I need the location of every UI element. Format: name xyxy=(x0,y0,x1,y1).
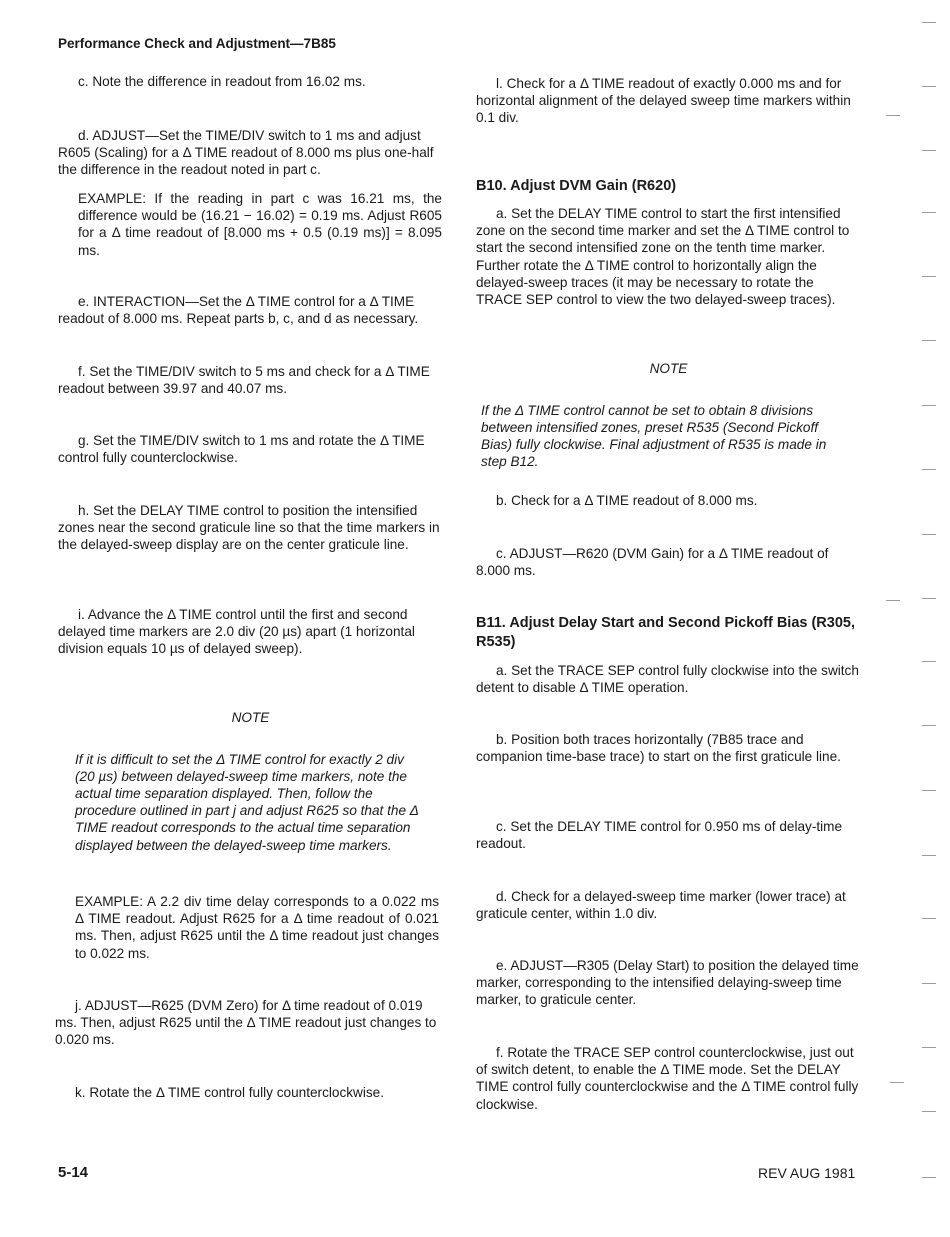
step-h: h. Set the DELAY TIME control to position the intensified zones near the second graticule line so that the time markers in the delayed-sweep display are on the center graticule line. xyxy=(58,503,440,553)
page-header: Performance Check and Adjustment—7B85 xyxy=(58,36,336,51)
step-e: e. INTERACTION—Set the Δ TIME control for a Δ TIME readout of 8.000 ms. Repeat parts b, c, and d as necessary. xyxy=(58,294,419,327)
b10-step-a: a. Set the DELAY TIME control to start the first intensified zone on the second time marker and set the Δ TIME control to start the second intensified zone on the tenth time marker. Further rotate the Δ TIME control to horizontally align the delayed-sweep traces (it may be necessary to rotate the TRACE SEP control to view the two delayed-sweep traces). xyxy=(476,206,850,308)
step-j: j. ADJUST—R625 (DVM Zero) for Δ time readout of 0.019 ms. Then, adjust R625 until the Δ TIME readout just changes to 0.020 ms. xyxy=(55,998,437,1048)
example-1: EXAMPLE: If the reading in part c was 16.21 ms, the difference would be (16.21 − 16.02) = 0.19 ms. Adjust R605 for a Δ time readout of [8.000 ms + 0.5 (0.19 ms)] = 8.095 ms. xyxy=(78,191,442,258)
section-b11-title: B11. Adjust Delay Start and Second Pickoff Bias (R305, R535) xyxy=(476,615,855,650)
step-i: i. Advance the Δ TIME control until the first and second delayed time markers are 2.0 div (20 µs) apart (1 horizontal division equals 10 µs of delayed sweep). xyxy=(58,607,415,657)
step-g: g. Set the TIME/DIV switch to 1 ms and rotate the Δ TIME control fully counterclockwise. xyxy=(58,433,425,466)
step-l: l. Check for a Δ TIME readout of exactly 0.000 ms and for horizontal alignment of the delayed sweep time markers within 0.1 div. xyxy=(476,76,851,126)
b11-step-a: a. Set the TRACE SEP control fully clockwise into the switch detent to disable Δ TIME operation. xyxy=(476,663,859,696)
step-f: f. Set the TIME/DIV switch to 5 ms and check for a Δ TIME readout between 39.97 and 40.07 ms. xyxy=(58,364,430,397)
example-2: EXAMPLE: A 2.2 div time delay corresponds to a 0.022 ms Δ TIME readout. Adjust R625 for a Δ time readout of 0.021 ms. Then, adjust R625 until the Δ time readout just changes to 0.022 ms. xyxy=(75,894,439,961)
step-k: k. Rotate the Δ TIME control fully counterclockwise. xyxy=(75,1085,385,1100)
b11-step-c: c. Set the DELAY TIME control for 0.950 ms of delay-time readout. xyxy=(476,819,843,852)
page-number: 5-14 xyxy=(58,1164,89,1181)
b11-step-f: f. Rotate the TRACE SEP control counterclockwise, just out of switch detent, to enable the Δ TIME mode. Set the DELAY TIME control fully counterclockwise and the Δ TIME control fully clockwise. xyxy=(476,1045,859,1112)
b11-step-e: e. ADJUST—R305 (Delay Start) to position the delayed time marker, corresponding to the intensified delaying-sweep time marker, to graticule center. xyxy=(476,958,859,1008)
b11-step-b: b. Position both traces horizontally (7B85 trace and companion time-base trace) to start on the first graticule line. xyxy=(476,732,841,765)
note-left: If it is difficult to set the Δ TIME control for exactly 2 div (20 µs) between delayed-sweep time markers, note the actual time separation displayed. Then, follow the procedure outlined in part j and adjust R625 so that the Δ TIME readout corresponds to the actual time separation displayed between the delayed-sweep time markers. xyxy=(75,751,419,853)
note-heading-right: NOTE xyxy=(649,361,688,376)
note-right: If the Δ TIME control cannot be set to obtain 8 divisions between intensified zones, preset R535 (Second Pickoff Bias) fully clockwise. Final adjustment of R535 is made in step B12. xyxy=(481,402,827,470)
section-b10-title: B10. Adjust DVM Gain (R620) xyxy=(476,178,677,194)
step-c: c. Note the difference in readout from 16.02 ms. xyxy=(78,74,366,89)
b11-step-d: d. Check for a delayed-sweep time marker (lower trace) at graticule center, within 1.0 div. xyxy=(476,889,846,922)
b10-step-b: b. Check for a Δ TIME readout of 8.000 ms. xyxy=(496,493,758,508)
step-d: d. ADJUST—Set the TIME/DIV switch to 1 ms and adjust R605 (Scaling) for a Δ TIME readout of 8.000 ms plus one-half the difference in the readout noted in part c. xyxy=(58,128,434,178)
revision-date: REV AUG 1981 xyxy=(758,1165,856,1181)
b10-step-c: c. ADJUST—R620 (DVM Gain) for a Δ TIME readout of 8.000 ms. xyxy=(476,546,829,579)
note-heading-left: NOTE xyxy=(231,710,270,725)
